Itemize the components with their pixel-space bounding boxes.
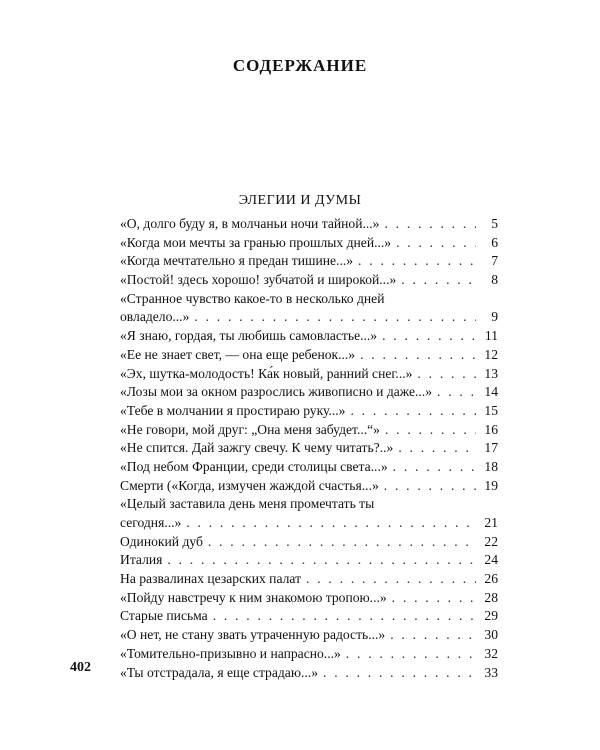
dot-leader xyxy=(167,551,476,570)
dot-leader xyxy=(417,365,476,384)
entry-page-number: 6 xyxy=(491,234,498,250)
dot-leader xyxy=(384,477,476,496)
toc-entry xyxy=(120,234,498,253)
entry-title: «Когда мои мечты за гранью прошлых дней...» xyxy=(120,234,392,250)
entry-page-number: 5 xyxy=(491,216,498,231)
entry-title: «Лозы мои за окном разрослись живописно и даже...» xyxy=(120,384,433,400)
entry-title: «Странное чувство какое-то в несколько дней xyxy=(120,290,385,306)
entry-line xyxy=(120,645,498,664)
entry-page-number: 29 xyxy=(484,608,498,624)
entry-page-number: 33 xyxy=(484,664,498,680)
entry-page-number: 30 xyxy=(484,627,498,643)
toc-entry xyxy=(120,664,498,683)
dot-leader xyxy=(186,514,476,533)
toc-entry xyxy=(120,365,498,384)
table-of-contents xyxy=(120,215,498,682)
dot-leader xyxy=(393,458,476,477)
entry-title: «О нет, не стану звать утраченную радость...» xyxy=(120,627,386,643)
entry-line xyxy=(120,402,498,421)
entry-line xyxy=(120,626,498,645)
entry-page-number: 22 xyxy=(484,533,498,549)
toc-entry xyxy=(120,402,498,421)
toc-entry xyxy=(120,290,498,327)
entry-page-number: 12 xyxy=(484,346,498,362)
entry-title: «Я знаю, гордая, ты любишь самовластье...» xyxy=(120,328,378,344)
entry-title: На развалинах цезарских палат xyxy=(120,571,302,587)
entry-title: «Целый заставила день меня промечтать ты xyxy=(120,496,375,512)
entry-line xyxy=(120,439,498,458)
entry-line xyxy=(120,421,498,440)
entry-title: «Под небом Франции, среди столицы света...» xyxy=(120,458,388,474)
page-title: СОДЕРЖАНИЕ xyxy=(232,56,368,75)
entry-title: «Пойду навстречу к ним знакомою тропою...» xyxy=(120,589,387,605)
entry-title: «Не спится. Дай зажгу свечу. К чему читать?..» xyxy=(120,440,394,456)
dot-leader xyxy=(213,607,476,626)
toc-entry xyxy=(120,327,498,346)
entry-page-number: 13 xyxy=(484,365,498,381)
entry-page-number: 9 xyxy=(491,309,498,325)
dot-leader xyxy=(194,308,476,327)
dot-leader xyxy=(401,271,476,290)
entry-line-wrapped xyxy=(120,290,498,309)
entry-line xyxy=(120,589,498,608)
entry-page-number: 28 xyxy=(484,589,498,605)
entry-line xyxy=(120,458,498,477)
entry-title: «Эх, шутка-молодость! Ка́к новый, ранний снег...» xyxy=(120,365,413,381)
dot-leader xyxy=(358,252,476,271)
entry-title: Старые письма xyxy=(120,608,208,624)
toc-entry xyxy=(120,645,498,664)
entry-page-number: 7 xyxy=(491,253,498,269)
entry-line xyxy=(120,252,498,271)
dot-leader xyxy=(323,664,476,683)
dot-leader xyxy=(385,421,476,440)
dot-leader xyxy=(350,402,476,421)
entry-page-number: 15 xyxy=(484,402,498,418)
entry-page-number: 17 xyxy=(484,440,498,456)
toc-entry xyxy=(120,589,498,608)
entry-page-number: 32 xyxy=(484,645,498,661)
entry-title: «Ее не знает свет, — она еще ребенок...» xyxy=(120,346,356,362)
entry-title: сегодня...» xyxy=(120,515,182,531)
toc-entry xyxy=(120,271,498,290)
entry-page-number: 26 xyxy=(484,571,498,587)
entry-title: овладело...» xyxy=(120,309,190,325)
entry-line xyxy=(120,570,498,589)
entry-page-number: 24 xyxy=(484,552,498,568)
entry-line xyxy=(120,327,498,346)
dot-leader xyxy=(208,533,476,552)
entry-page-number: 14 xyxy=(484,384,498,400)
entry-title: «Когда мечтательно я предан тишине...» xyxy=(120,253,354,269)
entry-title: Одинокий дуб xyxy=(120,533,203,549)
entry-title: «Томительно-призывно и напрасно...» xyxy=(120,645,341,661)
entry-page-number: 16 xyxy=(484,421,498,437)
entry-line xyxy=(120,308,498,327)
toc-entry xyxy=(120,439,498,458)
entry-page-number: 19 xyxy=(484,477,498,493)
toc-entry xyxy=(120,421,498,440)
page-number: 402 xyxy=(70,660,91,675)
toc-entry xyxy=(120,495,498,532)
entry-title: «Тебе в молчании я простираю руку...» xyxy=(120,402,346,418)
entry-page-number: 21 xyxy=(484,515,498,531)
entry-line xyxy=(120,514,498,533)
entry-page-number: 8 xyxy=(491,272,498,288)
toc-entry xyxy=(120,346,498,365)
entry-line xyxy=(120,477,498,496)
entry-line xyxy=(120,607,498,626)
toc-entry xyxy=(120,626,498,645)
toc-entry xyxy=(120,533,498,552)
dot-leader xyxy=(384,215,476,234)
entry-line xyxy=(120,346,498,365)
toc-entry xyxy=(120,458,498,477)
entry-page-number: 11 xyxy=(484,328,498,344)
entry-title: «Ты отстрадала, я еще страдаю...» xyxy=(120,664,318,680)
toc-entry xyxy=(120,477,498,496)
entry-title: «Постой! здесь хорошо! зубчатой и широкой...» xyxy=(120,272,397,288)
section-title: ЭЛЕГИИ И ДУМЫ xyxy=(238,193,362,208)
entry-line xyxy=(120,215,498,234)
entry-line xyxy=(120,271,498,290)
entry-line xyxy=(120,383,498,402)
entry-title: «Не говори, мой друг: „Она меня забудет...“» xyxy=(120,421,380,437)
toc-entry xyxy=(120,383,498,402)
entry-title: Италия xyxy=(120,552,163,568)
entry-title: «О, долго буду я, в молчаньи ночи тайной...» xyxy=(120,216,380,231)
entry-line xyxy=(120,234,498,253)
toc-entry xyxy=(120,607,498,626)
entry-line-wrapped xyxy=(120,495,498,514)
entry-line xyxy=(120,551,498,570)
entry-page-number: 18 xyxy=(484,458,498,474)
toc-entry xyxy=(120,215,498,234)
toc-entry xyxy=(120,252,498,271)
toc-entry xyxy=(120,570,498,589)
dot-leader xyxy=(306,570,476,589)
entry-line xyxy=(120,533,498,552)
dot-leader xyxy=(437,383,476,402)
dot-leader xyxy=(382,327,476,346)
entry-title: Смерти («Когда, измучен жаждой счастья...» xyxy=(120,477,379,493)
dot-leader xyxy=(346,645,476,664)
dot-leader xyxy=(360,346,476,365)
entry-line xyxy=(120,664,498,683)
toc-entry xyxy=(120,551,498,570)
dot-leader xyxy=(398,439,476,458)
dot-leader xyxy=(396,234,476,253)
dot-leader xyxy=(390,626,476,645)
dot-leader xyxy=(392,589,476,608)
entry-line xyxy=(120,365,498,384)
